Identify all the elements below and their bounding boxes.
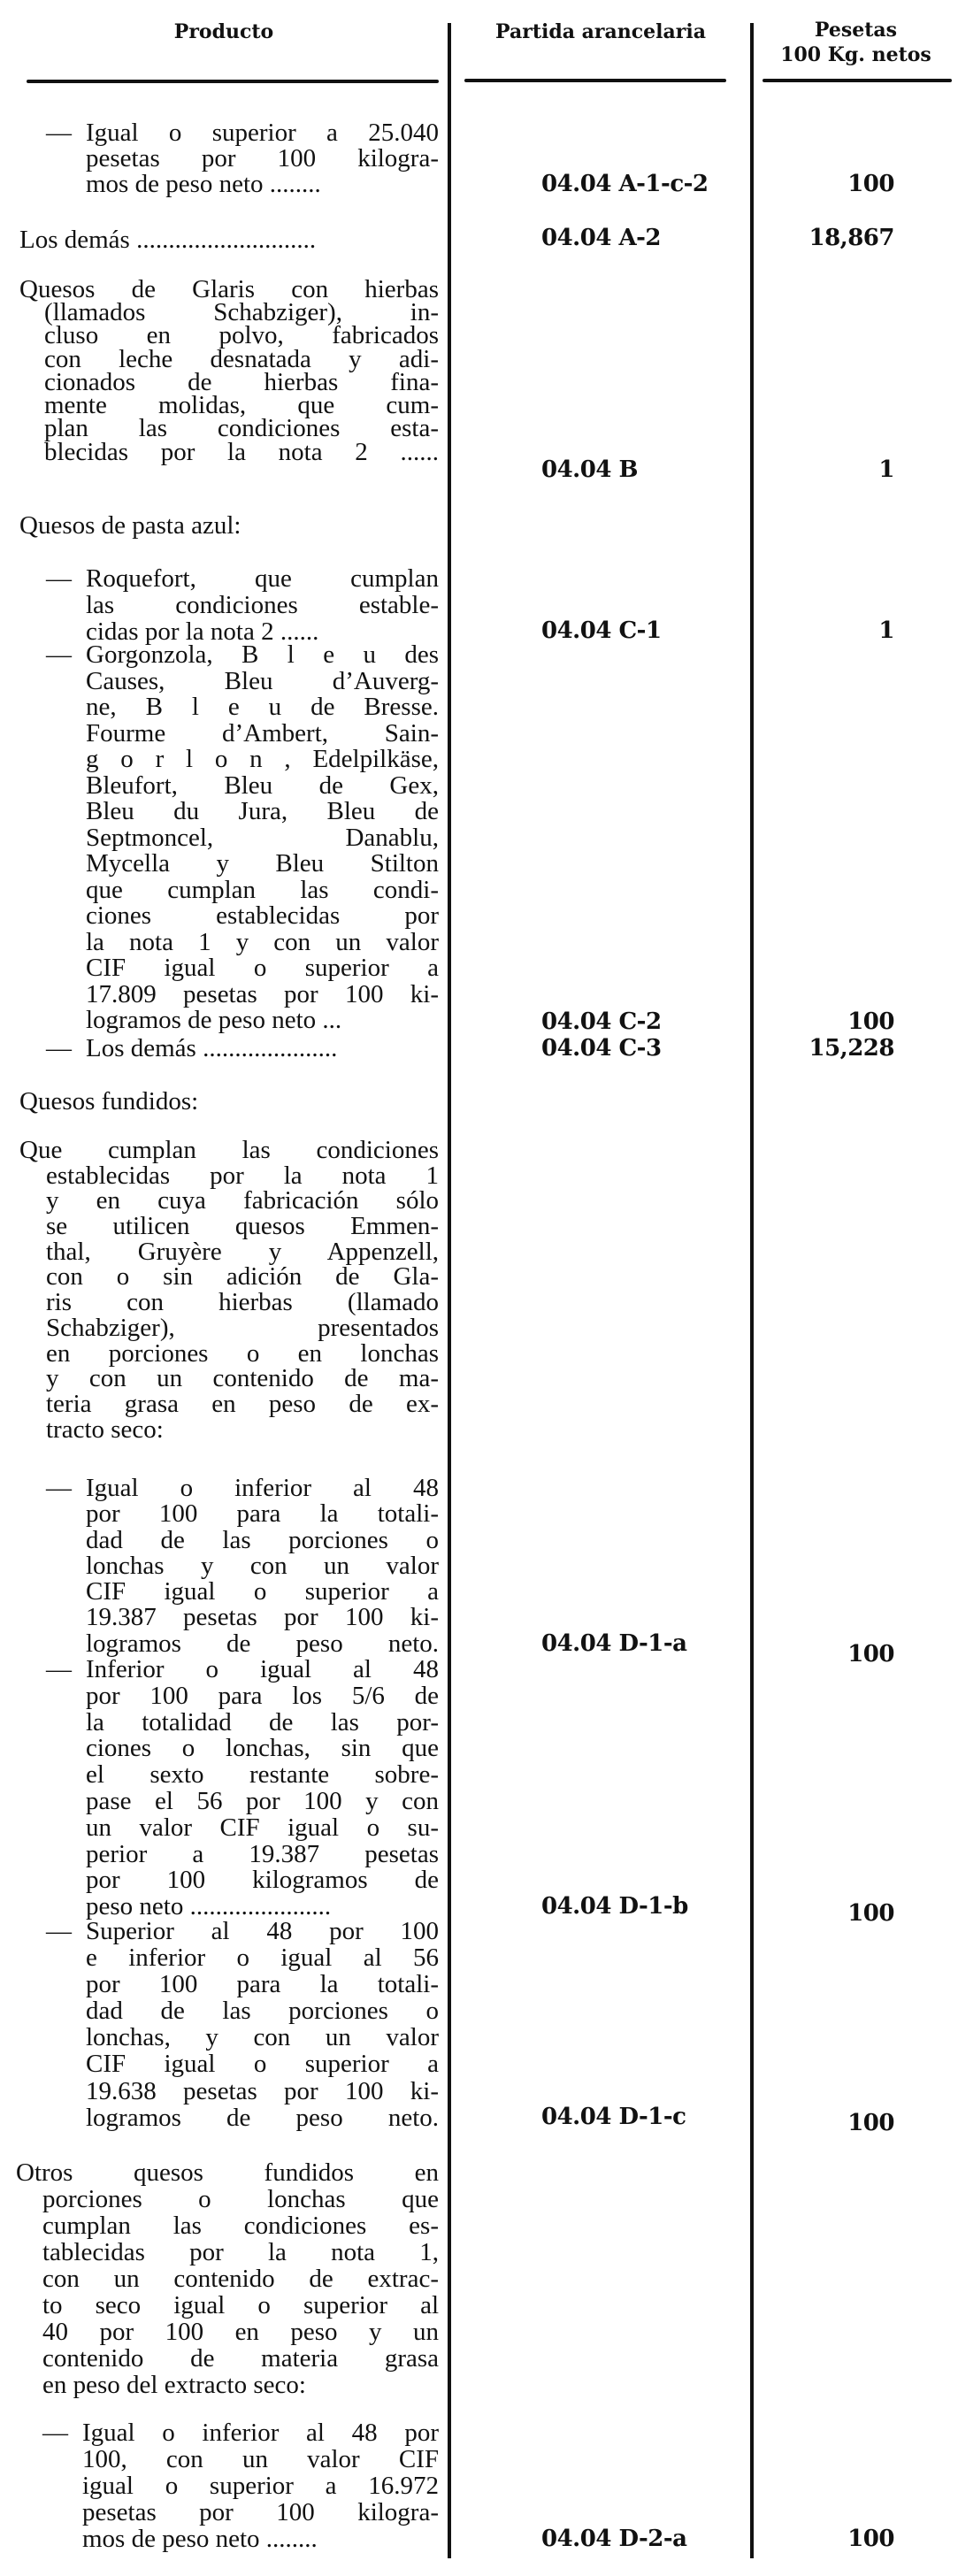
product-entry-que-cumplan-first: [19, 1138, 439, 1163]
entry-line: cionados de hierbas fina-: [44, 367, 439, 396]
entry-line: Otros quesos fundidos en: [16, 2158, 439, 2187]
product-entry-d-1-a: [86, 1476, 439, 1657]
entry-line: CIF igual o superior a: [86, 954, 439, 982]
entry-line: por 100 para los 5/6 de: [86, 1681, 439, 1710]
entry-line: ris con hierbas (llamado: [46, 1288, 439, 1317]
entry-line: la nota 1 y con un valor: [86, 927, 439, 956]
tariff-code: 04.04 C-1: [541, 617, 662, 644]
entry-line: con un contenido de extrac-: [42, 2265, 439, 2293]
entry-line: CIF igual o superior a: [86, 2050, 439, 2079]
entry-line: pesetas por 100 kilogra-: [86, 144, 439, 172]
entry-line: Los demás ............................: [19, 227, 317, 253]
product-entry-glaris-continued: [44, 298, 439, 466]
entry-line: por 100 para la totali-: [86, 1499, 439, 1529]
entry-line: logramos de peso neto ...: [86, 1006, 342, 1034]
entry-line: Mycella y Bleu Stilton: [86, 849, 439, 878]
product-entry-otros-fundidos: [42, 2186, 439, 2398]
tariff-code: 04.04 A-2: [541, 225, 662, 251]
entry-line: Roquefort, que cumplan: [86, 564, 439, 593]
entry-line: 40 por 100 en peso y un: [42, 2318, 439, 2346]
entry-line: logramos de peso neto.: [86, 2103, 439, 2132]
entry-line: Quesos fundidos:: [19, 1087, 199, 1116]
header-partida-arancelaria: Partida arancelaria: [495, 20, 706, 43]
entry-line: 17.809 pesetas por 100 ki-: [86, 979, 439, 1008]
entry-line: logramos de peso neto.: [86, 1629, 439, 1658]
entry-line: lonchas y con un valor: [86, 1551, 439, 1580]
pesetas-value: 100: [847, 2526, 894, 2552]
header-rule-pesetas: [763, 79, 952, 82]
entry-line: blecidas por la nota 2 ......: [44, 437, 439, 466]
entry-line: lonchas, y con un valor: [86, 2023, 439, 2052]
entry-line: el sexto restante sobre-: [86, 1760, 439, 1790]
tariff-code: 04.04 D-1-b: [541, 1893, 688, 1920]
section-heading-pasta-azul: [19, 513, 439, 539]
entry-line: cumplan las condiciones es-: [42, 2212, 439, 2240]
entry-line: igual o superior a 16.972: [82, 2472, 439, 2500]
entry-line: cidas por la nota 2 ......: [86, 617, 319, 646]
pesetas-value: 15,228: [809, 1035, 894, 1062]
tariff-code: 04.04 D-1-c: [541, 2104, 686, 2130]
entry-line: Igual o inferior al 48 por: [82, 2419, 439, 2447]
entry-line: mos de peso neto ........: [82, 2525, 318, 2553]
entry-line: pase el 56 por 100 y con: [86, 1786, 439, 1815]
column-divider-2: [750, 23, 754, 2558]
entry-line: Bleu du Jura, Bleu de: [86, 797, 439, 825]
entry-line: dad de las porciones o: [86, 1525, 439, 1554]
entry-line: contenido de materia grasa: [42, 2344, 439, 2373]
entry-line: Bleufort, Bleu de Gex,: [86, 770, 439, 800]
entry-line: pesetas por 100 kilogra-: [82, 2498, 439, 2526]
pesetas-value: 1: [878, 456, 894, 483]
section-heading-quesos-fundidos: [19, 1089, 439, 1115]
entry-line: Gorgonzola, B l e u des: [86, 640, 439, 669]
pesetas-value: 1: [878, 617, 894, 644]
entry-line: Igual o superior a 25.040: [86, 119, 439, 147]
entry-line: Inferior o igual al 48: [86, 1655, 439, 1683]
entry-line: to seco igual o superior al: [42, 2291, 439, 2319]
product-entry-gorgonzola: [86, 642, 439, 1034]
entry-line: Que cumplan las condiciones: [19, 1136, 439, 1164]
entry-line: en peso del extracto seco:: [42, 2371, 306, 2399]
entry-line: Quesos de pasta azul:: [19, 511, 241, 540]
pesetas-value: 100: [847, 171, 894, 197]
pesetas-value: 100: [847, 1900, 894, 1927]
entry-line: dad de las porciones o: [86, 1997, 439, 2026]
entry-line: (llamados Schabziger), in-: [44, 298, 439, 326]
entry-line: tracto seco:: [46, 1414, 164, 1444]
entry-line: plan las condiciones esta-: [44, 414, 439, 443]
dash-marker: —: [46, 1655, 72, 1683]
entry-line: ciones establecidas por: [86, 901, 439, 930]
entry-line: thal, Gruyère y Appenzell,: [46, 1237, 439, 1266]
entry-line: teria grasa en peso de ex-: [46, 1389, 439, 1418]
tariff-code: 04.04 D-1-a: [541, 1630, 687, 1657]
entry-line: ne, B l e u de Bresse.: [86, 693, 439, 721]
entry-line: porciones o lonchas que: [42, 2185, 439, 2213]
entry-line: la totalidad de las por-: [86, 1707, 439, 1736]
dash-marker: —: [42, 2419, 68, 2447]
header-producto: Producto: [173, 20, 274, 43]
header-pesetas-unit: 100 Kg. netos: [780, 43, 931, 66]
entry-line: tablecidas por la nota 1,: [42, 2238, 439, 2266]
entry-line: Schabziger), presentados: [46, 1313, 439, 1342]
column-divider-1: [448, 23, 451, 2558]
tariff-code: 04.04 A-1-c-2: [541, 171, 709, 197]
entry-line: ciones o lonchas, sin que: [86, 1734, 439, 1763]
entry-line: por 100 para la totali-: [86, 1970, 439, 1999]
entry-line: Superior al 48 por 100: [86, 1917, 439, 1945]
entry-line: mente molidas, que cum-: [44, 391, 439, 420]
entry-line: 100, con un valor CIF: [82, 2445, 439, 2473]
entry-line: establecidas por la nota 1: [46, 1161, 439, 1190]
pesetas-value: 100: [847, 2110, 894, 2136]
product-entry-los-demas: [19, 227, 439, 253]
tariff-code: 04.04 B: [541, 456, 638, 483]
tariff-code: 04.04 C-3: [541, 1035, 662, 1062]
entry-line: que cumplan las condi-: [86, 875, 439, 904]
entry-line: Quesos de Glaris con hierbas: [19, 275, 439, 303]
entry-line: Fourme d’Ambert, Sain-: [86, 718, 439, 748]
entry-line: Septmoncel, Danablu,: [86, 823, 439, 852]
entry-line: un valor CIF igual o su-: [86, 1813, 439, 1842]
entry-line: y con un contenido de ma-: [46, 1364, 439, 1393]
entry-line: 19.387 pesetas por 100 ki-: [86, 1603, 439, 1632]
entry-line: CIF igual o superior a: [86, 1577, 439, 1606]
entry-line: Los demás .....................: [86, 1036, 338, 1062]
entry-line: con o sin adición de Gla-: [46, 1262, 439, 1292]
entry-line: mos de peso neto ........: [86, 170, 321, 198]
entry-line: g o r l o n , Edelpilkäse,: [86, 745, 439, 773]
entry-line: en porciones o en lonchas: [46, 1338, 439, 1368]
tariff-code: 04.04 D-2-a: [541, 2526, 687, 2552]
entry-line: cluso en polvo, fabricados: [44, 321, 439, 350]
product-entry-d-2-a: [82, 2419, 439, 2552]
pesetas-value: 100: [847, 1641, 894, 1668]
header-rule-partida: [464, 79, 726, 82]
entry-line: por 100 kilogramos de: [86, 1866, 439, 1895]
pesetas-value: 100: [847, 1008, 894, 1035]
dash-marker: —: [46, 119, 72, 147]
product-entry-roquefort: [86, 565, 439, 645]
dash-marker: —: [46, 1034, 72, 1062]
entry-line: las condiciones estable-: [86, 591, 439, 619]
dash-marker: —: [46, 1917, 72, 1945]
entry-line: y en cuya fabricación sólo: [46, 1186, 439, 1215]
entry-line: Igual o inferior al 48: [86, 1474, 439, 1502]
entry-line: e inferior o igual al 56: [86, 1944, 439, 1973]
entry-line: peso neto ......................: [86, 1894, 332, 1920]
dash-marker: —: [46, 640, 72, 669]
dash-marker: —: [46, 564, 72, 593]
product-entry-igual-superior-25040: [86, 120, 439, 197]
tariff-code: 04.04 C-2: [541, 1008, 662, 1035]
product-entry-d-1-c: [86, 1918, 439, 2131]
pesetas-value: 18,867: [809, 225, 894, 251]
entry-line: perior a 19.387 pesetas: [86, 1839, 439, 1868]
header-rule-producto: [27, 80, 439, 83]
product-entry-otros-fundidos-first: [16, 2159, 439, 2186]
entry-line: Causes, Bleu d’Auverg-: [86, 666, 439, 695]
entry-line: con leche desnatada y adi-: [44, 344, 439, 373]
entry-line: se utilicen quesos Emmen-: [46, 1212, 439, 1241]
product-entry-d-1-b: [86, 1657, 439, 1920]
product-entry-los-demas-azul: [86, 1036, 439, 1062]
entry-line: 19.638 pesetas por 100 ki-: [86, 2076, 439, 2105]
header-pesetas: Pesetas: [814, 19, 898, 42]
dash-marker: —: [46, 1474, 72, 1502]
product-entry-que-cumplan: [46, 1163, 439, 1443]
